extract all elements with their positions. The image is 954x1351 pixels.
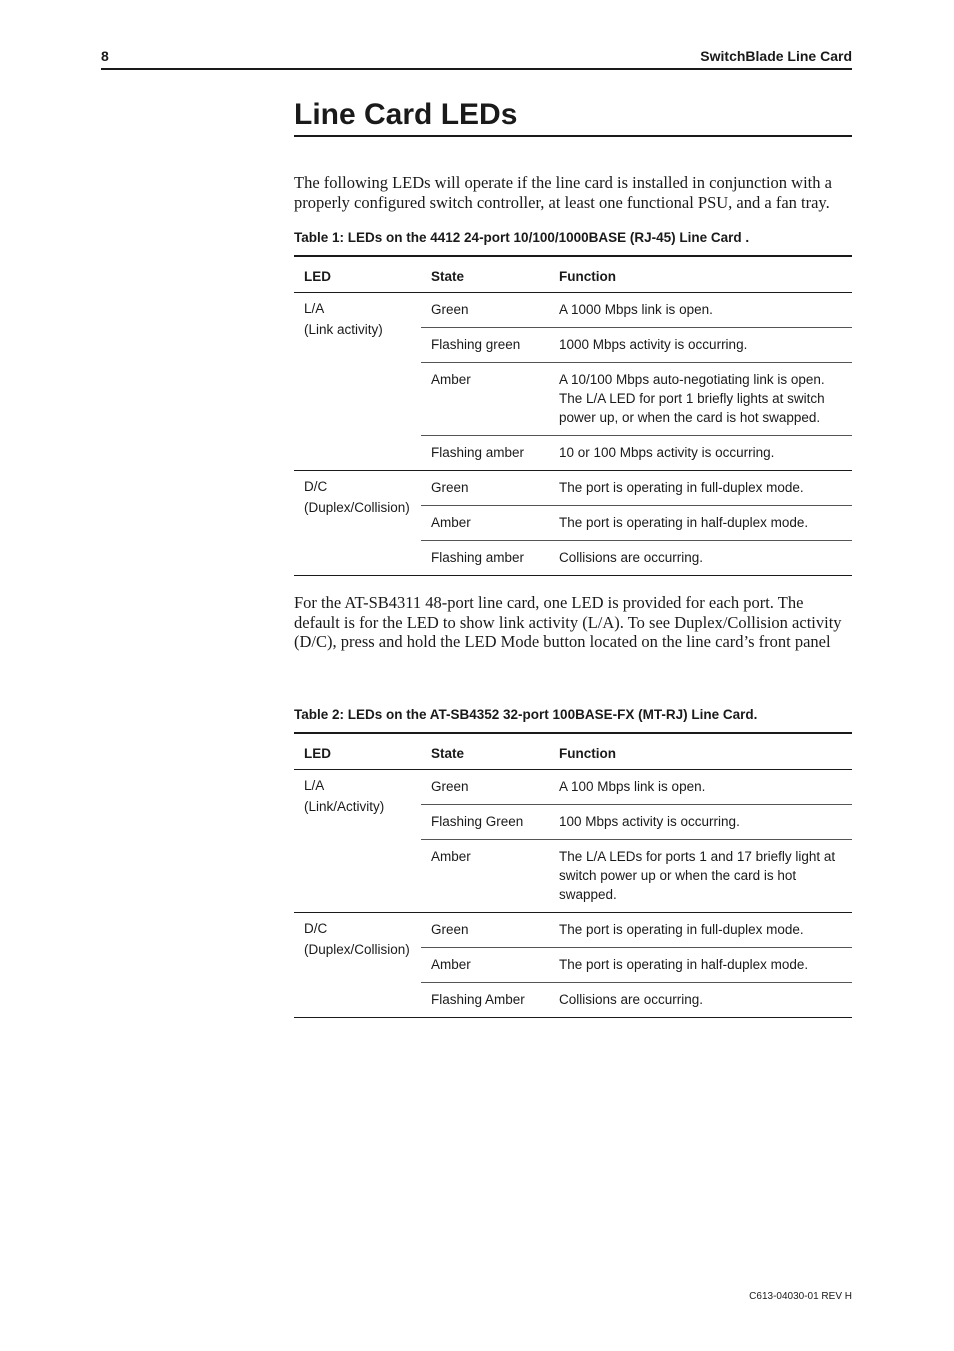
middle-paragraph: For the AT-SB4311 48-port line card, one LED is provided for each port. The default is for the LED to show link activity (L/A). To see Duplex/Collision activity (D/C), press and hold the LED Mode button located on the line card’s front panel xyxy=(294,593,842,651)
table-row xyxy=(294,471,852,506)
led-cell xyxy=(294,471,421,576)
header-led: LED xyxy=(294,256,421,293)
state-cell: Green xyxy=(421,769,549,804)
function-cell: The port is operating in half-duplex mode. xyxy=(549,947,852,982)
function-cell: Collisions are occurring. xyxy=(549,541,852,576)
function-cell: Collisions are occurring. xyxy=(549,982,852,1017)
led-description: (Link activity) xyxy=(304,322,383,337)
led-table-2 xyxy=(294,732,852,1018)
led-description: (Duplex/Collision) xyxy=(304,500,410,515)
led-name: L/A xyxy=(304,301,325,316)
state-cell: Amber xyxy=(421,839,549,912)
led-description: (Link/Activity) xyxy=(304,798,385,814)
function-cell: A 1000 Mbps link is open. xyxy=(549,293,852,328)
header-led: LED xyxy=(294,733,421,770)
function-cell: 1000 Mbps activity is occurring. xyxy=(549,328,852,363)
function-cell: A 100 Mbps link is open. xyxy=(549,769,852,804)
state-cell: Flashing Green xyxy=(421,804,549,839)
table2-body xyxy=(294,769,852,1017)
led-name: D/C xyxy=(304,479,328,494)
function-cell: 100 Mbps activity is occurring. xyxy=(549,804,852,839)
state-cell: Flashing Amber xyxy=(421,982,549,1017)
table1-body xyxy=(294,293,852,576)
state-cell: Amber xyxy=(421,506,549,541)
footer-doc-code: C613-04030-01 REV H xyxy=(749,1291,852,1302)
page-content xyxy=(294,96,852,1018)
function-cell: The port is operating in half-duplex mode. xyxy=(549,506,852,541)
state-cell: Flashing green xyxy=(421,328,549,363)
led-name: L/A xyxy=(304,777,325,793)
state-cell: Flashing amber xyxy=(421,541,549,576)
table-header-row xyxy=(294,256,852,293)
header-function: Function xyxy=(549,733,852,770)
table-header-row xyxy=(294,733,852,770)
state-cell: Amber xyxy=(421,947,549,982)
led-cell xyxy=(294,769,421,912)
table-row xyxy=(294,769,852,804)
function-cell: The L/A LEDs for ports 1 and 17 briefly light at switch power up or when the card is hot swapped. xyxy=(549,839,852,912)
led-description: (Duplex/Collision) xyxy=(304,941,410,957)
section-title: Line Card LEDs xyxy=(294,96,852,137)
led-name: D/C xyxy=(304,920,328,936)
led-cell xyxy=(294,293,421,471)
state-cell: Amber xyxy=(421,363,549,436)
header-state: State xyxy=(421,256,549,293)
table1-caption: Table 1: LEDs on the 4412 24-port 10/100/1000BASE (RJ-45) Line Card . xyxy=(294,230,750,245)
running-title: SwitchBlade Line Card xyxy=(700,48,852,64)
header-function: Function xyxy=(549,256,852,293)
led-cell xyxy=(294,912,421,1017)
header-state: State xyxy=(421,733,549,770)
function-cell: The port is operating in full-duplex mode. xyxy=(549,471,852,506)
page-number: 8 xyxy=(101,48,109,64)
intro-paragraph: The following LEDs will operate if the line card is installed in conjunction with a properly configured switch controller, at least one functional PSU, and a fan tray. xyxy=(294,173,832,212)
state-cell: Flashing amber xyxy=(421,436,549,471)
function-cell: The port is operating in full-duplex mode. xyxy=(549,912,852,947)
table-row xyxy=(294,293,852,328)
header-rule xyxy=(101,68,852,70)
function-cell: A 10/100 Mbps auto-negotiating link is open. The L/A LED for port 1 briefly lights at switch power up, or when the card is hot swapped. xyxy=(549,363,852,436)
table2-caption: Table 2: LEDs on the AT-SB4352 32-port 100BASE-FX (MT-RJ) Line Card. xyxy=(294,706,758,722)
state-cell: Green xyxy=(421,912,549,947)
state-cell: Green xyxy=(421,293,549,328)
table-row xyxy=(294,912,852,947)
state-cell: Green xyxy=(421,471,549,506)
function-cell: 10 or 100 Mbps activity is occurring. xyxy=(549,436,852,471)
led-table-1 xyxy=(294,255,852,576)
